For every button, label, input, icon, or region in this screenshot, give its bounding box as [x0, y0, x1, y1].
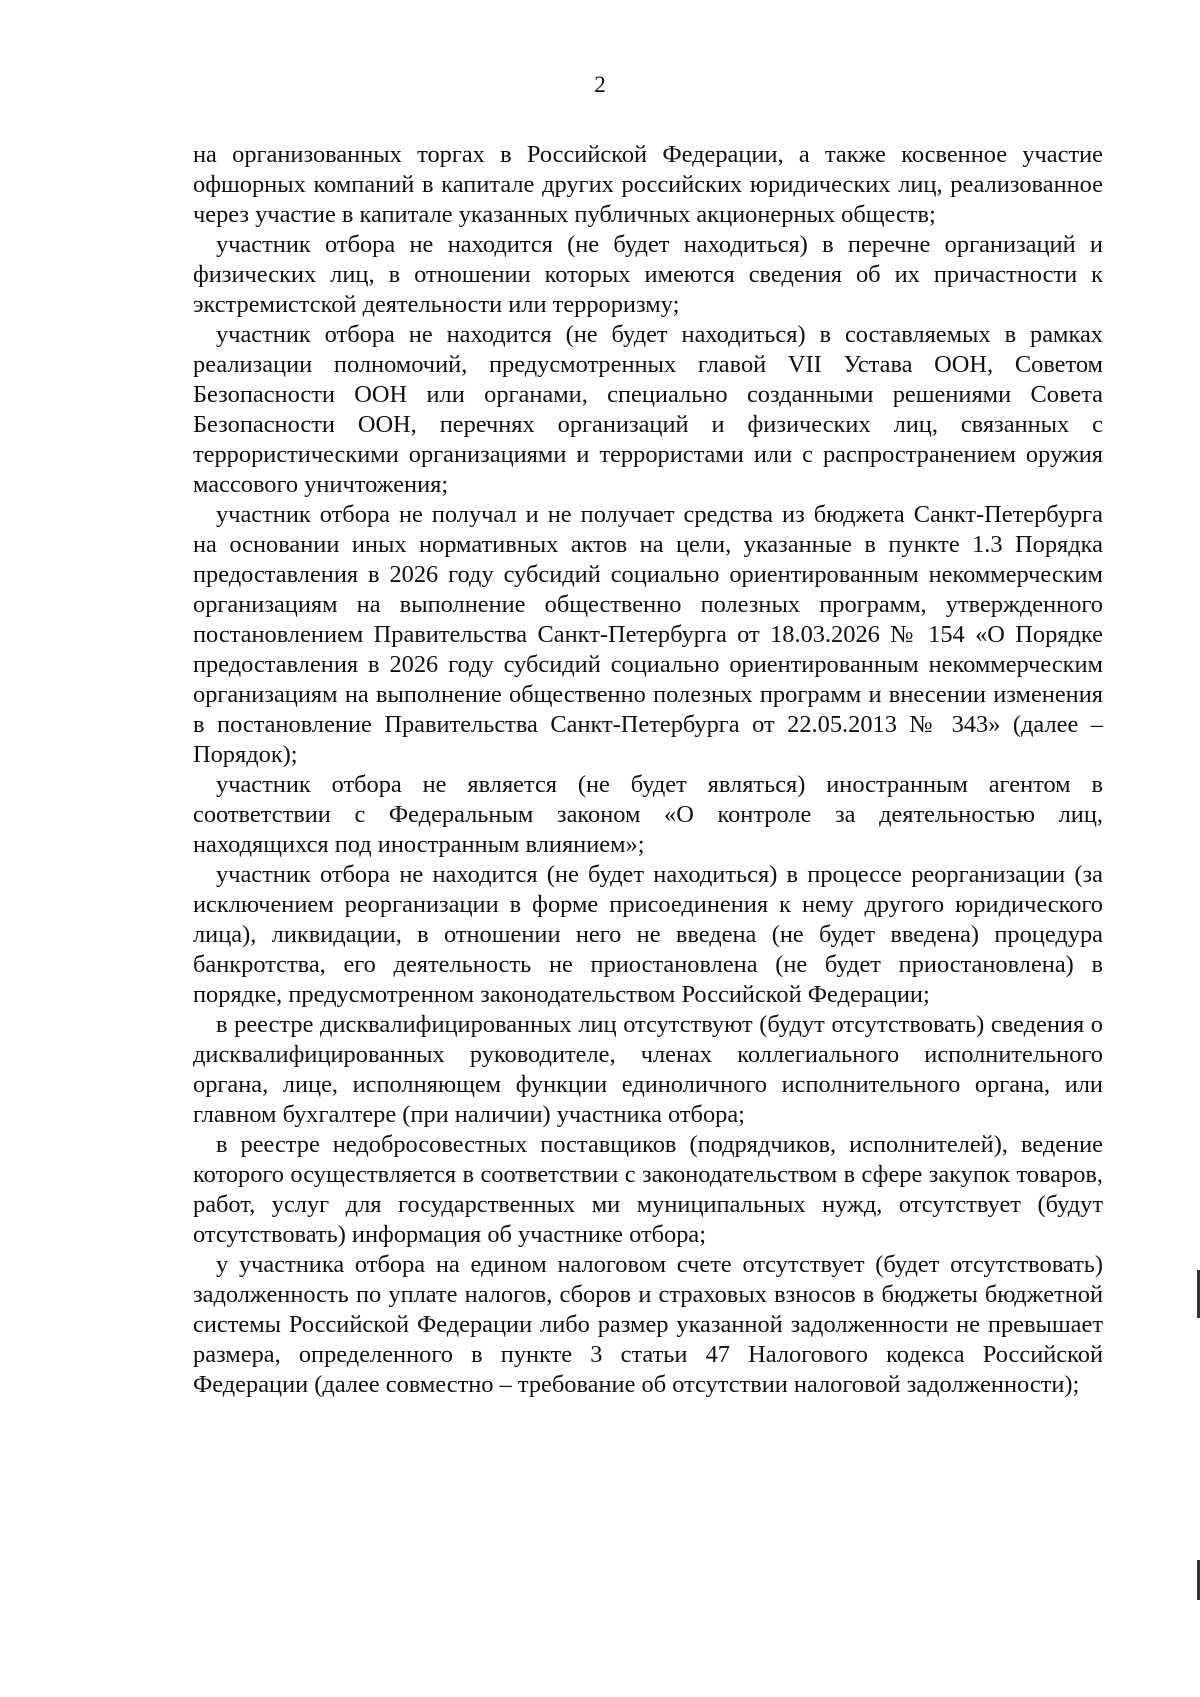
paragraph-offshore-participation: на организованных торгах в Российской Федерации, а также косвенное участие офшорных компаний в капитале других российских юридических лиц, реализованное через участие в капитале указанных публичных акционерных обществ; [193, 141, 1103, 228]
paragraph-tax-debt: у участника отбора на едином налоговом счете отсутствует (будет отсутствовать) задолженность по уплате налогов, сборов и страховых взносов в бюджеты бюджетной системы Российской Федерации либо размер указанной задолженности не превышает размера, определенного в пункте 3 статьи 47 Налогового кодекса Российской Федерации (далее совместно – требование об отсутствии налоговой задолженности); [193, 1251, 1103, 1398]
page-number: 2 [594, 72, 606, 97]
paragraph-budget-funds: участник отбора не получал и не получает средства из бюджета Санкт-Петербурга на основании иных нормативных актов на цели, указанные в пункте 1.3 Порядка предоставления в 2026 году субсидий социально ориентированным некоммерческим организациям на выполнение общественно полезных программ, утвержденного постановлением Правительства Санкт-Петербурга от 18.03.2026 № 154 «О Порядке предоставления в 2026 году субсидий социально ориентированным некоммерческим организациям на выполнение общественно полезных программ и внесении изменения в постановление Правительства Санкт-Петербурга от 22.05.2013 № 343» (далее – Порядок); [193, 501, 1103, 768]
paragraph-extremism-list: участник отбора не находится (не будет находиться) в перечне организаций и физических лиц, в отношении которых имеются сведения об их причастности к экстремистской деятельности или терроризму; [193, 231, 1103, 318]
document-body [193, 140, 1103, 1400]
paragraph-unreliable-suppliers: в реестре недобросовестных поставщиков (подрядчиков, исполнителей), ведение которого осуществляется в соответствии с законодательством в сфере закупок товаров, работ, услуг для государственных ми муниципальных нужд, отсутствует (будут отсутствовать) информация об участнике отбора; [193, 1131, 1103, 1248]
paragraph-un-sanctions-list: участник отбора не находится (не будет находиться) в составляемых в рамках реализации полномочий, предусмотренных главой VII Устава ООН, Советом Безопасности ООН или органами, специально созданными решениями Совета Безопасности ООН, перечнях организаций и физических лиц, связанных с террористическими организациями и террористами или с распространением оружия массового уничтожения; [193, 321, 1103, 498]
paragraph-foreign-agent: участник отбора не является (не будет являться) иностранным агентом в соответствии с Федеральным законом «О контроле за деятельностью лиц, находящихся под иностранным влиянием»; [193, 771, 1103, 858]
paragraph-reorganization: участник отбора не находится (не будет находиться) в процессе реорганизации (за исключением реорганизации в форме присоединения к нему другого юридического лица), ликвидации, в отношении него не введена (не будет введена) процедура банкротства, его деятельность не приостановлена (не будет приостановлена) в порядке, предусмотренном законодательством Российской Федерации; [193, 861, 1103, 1008]
paragraph-disqualified-persons: в реестре дисквалифицированных лиц отсутствуют (будут отсутствовать) сведения о дисквалифицированных руководителе, членах коллегиального исполнительного органа, лице, исполняющем функции единоличного исполнительного органа, или главном бухгалтере (при наличии) участника отбора; [193, 1011, 1103, 1128]
